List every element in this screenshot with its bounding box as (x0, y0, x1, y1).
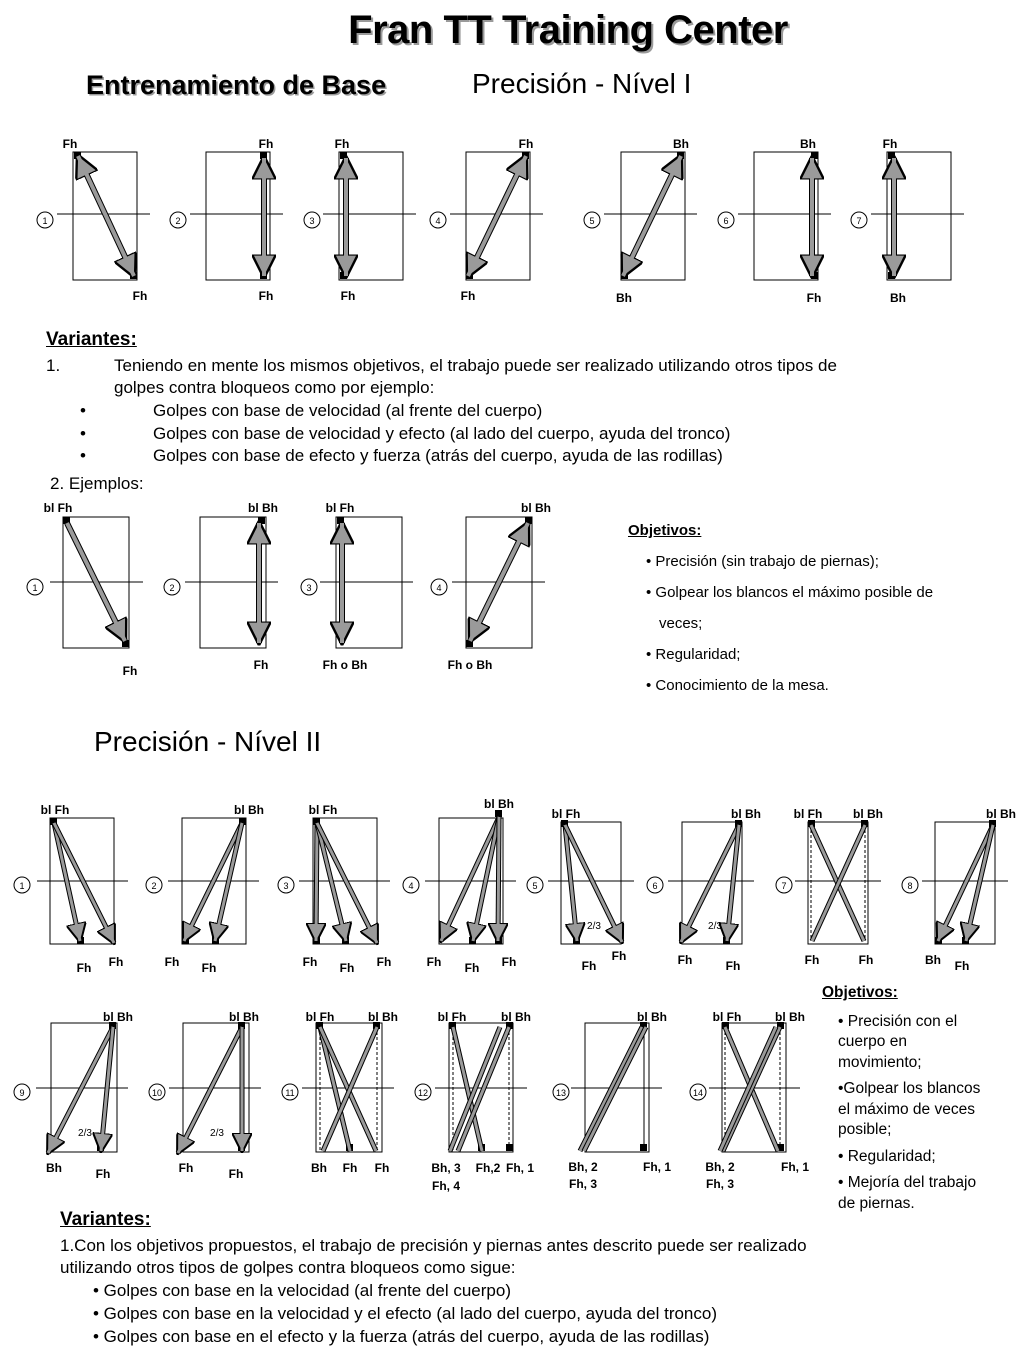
svg-text:bl Bh: bl Bh (521, 501, 551, 515)
level2-diagram-13 (553, 1010, 671, 1191)
svg-text:2: 2 (169, 583, 175, 593)
svg-text:Fh: Fh (954, 959, 970, 973)
svg-text:Fh: Fh (342, 1161, 358, 1175)
svg-text:5: 5 (532, 881, 538, 891)
objetivos2-heading: Objetivos: (822, 984, 898, 1001)
svg-text:Bh, 3: Bh, 3 (431, 1161, 461, 1175)
variantes-heading: Variantes: (46, 329, 137, 350)
svg-text:Bh, 2: Bh, 2 (568, 1160, 598, 1174)
diagram-row3 (0, 795, 1024, 980)
svg-text:bl Fh: bl Fh (793, 807, 823, 821)
svg-text:Fh: Fh (376, 955, 392, 969)
svg-text:Fh, 1: Fh, 1 (780, 1160, 810, 1174)
level2-diagram-2 (146, 803, 264, 975)
svg-text:bl Bh: bl Bh (637, 1010, 667, 1024)
diagram-5 (584, 137, 697, 305)
svg-text:bl Bh: bl Bh (368, 1010, 398, 1024)
diagram-row1 (0, 130, 1024, 310)
variantes2-line2: utilizando otros tipos de golpes contra bloqueos como sigue: (60, 1258, 516, 1277)
objetivos1-block (628, 515, 933, 701)
svg-text:7: 7 (781, 881, 787, 891)
bullet-mark: • (80, 424, 86, 443)
svg-text:Fh: Fh (164, 955, 180, 969)
svg-text:bl Bh: bl Bh (229, 1010, 259, 1024)
svg-text:Bh: Bh (890, 291, 906, 305)
svg-text:Fh: Fh (464, 961, 480, 975)
diagram-4 (430, 137, 543, 303)
svg-text:Fh: Fh (460, 289, 476, 303)
examples-label: 2. Ejemplos: (50, 474, 144, 493)
variantes-item-line2: golpes contra bloqueos como por ejemplo: (114, 378, 435, 397)
svg-text:Fh: Fh (374, 1161, 390, 1175)
list-item: • Precisión (sin trabajo de piernas); (646, 553, 879, 570)
page-subtitle: Entrenamiento de Base (86, 70, 387, 100)
diagram-3 (304, 137, 416, 303)
svg-text:bl Bh: bl Bh (731, 807, 761, 821)
level2-diagram-10 (149, 1010, 261, 1181)
example-diagram-3 (301, 501, 413, 672)
svg-text:bl Bh: bl Bh (501, 1010, 531, 1024)
variantes2-line1: 1.Con los objetivos propuestos, el trabajo de precisión y piernas antes descrito puede ser realizado (60, 1236, 807, 1255)
list-item: • Golpes con base en la velocidad (al frente del cuerpo) (93, 1281, 511, 1300)
svg-text:2/3: 2/3 (78, 1128, 92, 1139)
svg-text:3: 3 (306, 583, 312, 593)
svg-text:Fh: Fh (518, 137, 534, 151)
svg-text:13: 13 (555, 1088, 567, 1098)
svg-text:bl Fh: bl Fh (437, 1010, 467, 1024)
list-item: • Conocimiento de la mesa. (646, 677, 829, 694)
svg-text:bl Fh: bl Fh (308, 803, 338, 817)
svg-text:bl Bh: bl Bh (853, 807, 883, 821)
svg-text:Fh: Fh (581, 959, 597, 973)
page-title: Fran TT Training Center (348, 8, 788, 52)
svg-text:11: 11 (285, 1088, 295, 1098)
diagram-6 (718, 137, 831, 305)
svg-text:Fh: Fh (302, 955, 318, 969)
svg-text:bl Fh: bl Fh (40, 803, 70, 817)
level1-title: Precisión - Nível I (472, 68, 692, 99)
svg-text:4: 4 (436, 583, 442, 593)
list-item: • Regularidad; (838, 1147, 936, 1165)
svg-text:Fh: Fh (426, 955, 442, 969)
svg-text:bl Fh: bl Fh (325, 501, 355, 515)
svg-text:2/3: 2/3 (708, 921, 722, 932)
svg-text:4: 4 (435, 216, 441, 226)
svg-text:Fh: Fh (201, 961, 217, 975)
svg-text:Fh: Fh (108, 955, 124, 969)
svg-text:bl Bh: bl Bh (775, 1010, 805, 1024)
svg-text:Bh: Bh (800, 137, 816, 151)
svg-text:Fh: Fh (258, 137, 274, 151)
level2-title: Precisión - Nível II (94, 726, 322, 757)
level2-diagram-8 (902, 807, 1016, 973)
example-diagram-1 (27, 501, 143, 678)
svg-text:12: 12 (417, 1088, 429, 1098)
svg-text:7: 7 (856, 216, 862, 226)
level2-diagram-11 (282, 1010, 398, 1175)
bullet-mark: • (80, 446, 86, 465)
level2-diagram-14 (690, 1010, 809, 1191)
svg-text:Fh: Fh (228, 1167, 244, 1181)
level2-diagram-5 (527, 807, 634, 973)
list-item: Golpes con base de efecto y fuerza (atrás del cuerpo, ayuda de las rodillas) (153, 446, 723, 465)
svg-text:2: 2 (175, 216, 181, 226)
svg-text:2/3: 2/3 (210, 1128, 224, 1139)
svg-text:Fh: Fh (806, 291, 822, 305)
svg-text:Fh, 1: Fh, 1 (505, 1161, 535, 1175)
svg-text:bl Bh: bl Bh (484, 797, 514, 811)
svg-text:6: 6 (723, 216, 729, 226)
svg-text:Fh: Fh (258, 289, 274, 303)
diagram-7 (851, 137, 964, 305)
list-item: • Golpes con base en la velocidad y el efecto (al lado del cuerpo, ayuda del tronco) (93, 1304, 718, 1323)
diagram-row2 (0, 495, 600, 685)
svg-text:Bh, 2: Bh, 2 (705, 1160, 735, 1174)
example-diagram-2 (164, 501, 278, 672)
svg-text:1: 1 (32, 583, 38, 593)
level2-diagram-12 (415, 1010, 534, 1193)
svg-text:Fh, 3: Fh, 3 (568, 1177, 598, 1191)
level2-diagram-9 (14, 1010, 133, 1181)
svg-text:Fh: Fh (122, 664, 138, 678)
svg-text:Fh: Fh (340, 289, 356, 303)
level2-diagram-6 (647, 807, 761, 973)
level2-diagram-1 (14, 803, 128, 975)
list-item: Golpes con base de velocidad y efecto (al lado del cuerpo, ayuda del tronco) (153, 424, 731, 443)
svg-text:14: 14 (692, 1088, 704, 1098)
list-item: •Golpear los blancos el máximo de veces posible; (838, 1080, 981, 1138)
bottom-label: Fh (132, 289, 148, 303)
svg-text:3: 3 (283, 881, 289, 891)
svg-text:bl Fh: bl Fh (551, 807, 581, 821)
list-item: • Golpear los blancos el máximo posible de (646, 584, 934, 601)
svg-text:Fh: Fh (339, 961, 355, 975)
example-diagram-4 (431, 501, 551, 672)
diagram-number: 1 (42, 216, 48, 226)
svg-text:Bh: Bh (616, 291, 632, 305)
svg-text:bl Bh: bl Bh (234, 803, 264, 817)
list-item: • Regularidad; (646, 646, 741, 663)
svg-text:10: 10 (151, 1088, 163, 1098)
svg-text:1: 1 (19, 881, 25, 891)
diagram-2 (170, 137, 283, 303)
top-label: Fh (62, 137, 78, 151)
objetivos1-heading: Objetivos: (628, 522, 702, 539)
svg-text:Fh: Fh (253, 658, 269, 672)
svg-text:Fh: Fh (178, 1161, 194, 1175)
svg-text:bl Bh: bl Bh (103, 1010, 133, 1024)
svg-text:Fh, 3: Fh, 3 (705, 1177, 735, 1191)
svg-text:bl Fh: bl Fh (43, 501, 73, 515)
svg-text:Fh: Fh (804, 953, 820, 967)
svg-text:Fh: Fh (334, 137, 350, 151)
svg-text:Bh: Bh (46, 1161, 62, 1175)
svg-text:4: 4 (408, 881, 414, 891)
level2-diagram-3 (278, 803, 391, 975)
list-item: Golpes con base de velocidad (al frente del cuerpo) (153, 401, 543, 420)
svg-text:Fh o Bh: Fh o Bh (322, 658, 368, 672)
level2-diagram-7 (776, 807, 883, 967)
objetivos2-block (822, 983, 1022, 1214)
svg-text:Fh: Fh (882, 137, 898, 151)
svg-text:2: 2 (151, 881, 157, 891)
bullet-mark: • (80, 401, 86, 420)
list-item: • Golpes con base en el efecto y la fuerza (atrás del cuerpo, ayuda de las rodillas) (93, 1327, 710, 1346)
svg-text:Fh, 1: Fh, 1 (642, 1160, 672, 1174)
svg-text:Fh: Fh (611, 949, 627, 963)
svg-text:bl Bh: bl Bh (248, 501, 278, 515)
list-item: • Precisión con el cuerpo en movimiento; (838, 1012, 958, 1071)
svg-text:Bh: Bh (311, 1161, 327, 1175)
svg-text:Fh: Fh (76, 961, 92, 975)
diagram-1 (37, 137, 150, 303)
variantes2-heading: Variantes: (60, 1209, 151, 1230)
svg-text:9: 9 (19, 1088, 25, 1098)
svg-text:Fh: Fh (95, 1167, 111, 1181)
level2-diagram-4 (403, 797, 516, 975)
svg-text:3: 3 (309, 216, 315, 226)
svg-text:bl Fh: bl Fh (712, 1010, 742, 1024)
svg-text:Fh o Bh: Fh o Bh (447, 658, 493, 672)
svg-text:Bh: Bh (673, 137, 689, 151)
svg-text:2/3: 2/3 (587, 921, 601, 932)
svg-text:8: 8 (907, 881, 913, 891)
svg-text:Fh: Fh (725, 959, 741, 973)
list-item: veces; (659, 615, 703, 632)
svg-text:6: 6 (652, 881, 658, 891)
list-item: • Mejoría del trabajo de piernas. (838, 1174, 977, 1212)
svg-text:bl Bh: bl Bh (986, 807, 1016, 821)
svg-text:5: 5 (589, 216, 595, 226)
variantes-item-number: 1. (46, 356, 61, 375)
svg-text:Fh: Fh (677, 953, 693, 967)
svg-text:Bh: Bh (925, 953, 941, 967)
svg-text:Fh, 4: Fh, 4 (431, 1179, 461, 1193)
variantes-item-line1: Teniendo en mente los mismos objetivos, el trabajo puede ser realizado utilizando otros tipos de (114, 356, 837, 375)
svg-text:Fh,2: Fh,2 (475, 1161, 501, 1175)
svg-text:Fh: Fh (501, 955, 517, 969)
diagram-row4 (0, 1005, 820, 1195)
svg-text:Fh: Fh (858, 953, 874, 967)
svg-text:bl Fh: bl Fh (305, 1010, 335, 1024)
